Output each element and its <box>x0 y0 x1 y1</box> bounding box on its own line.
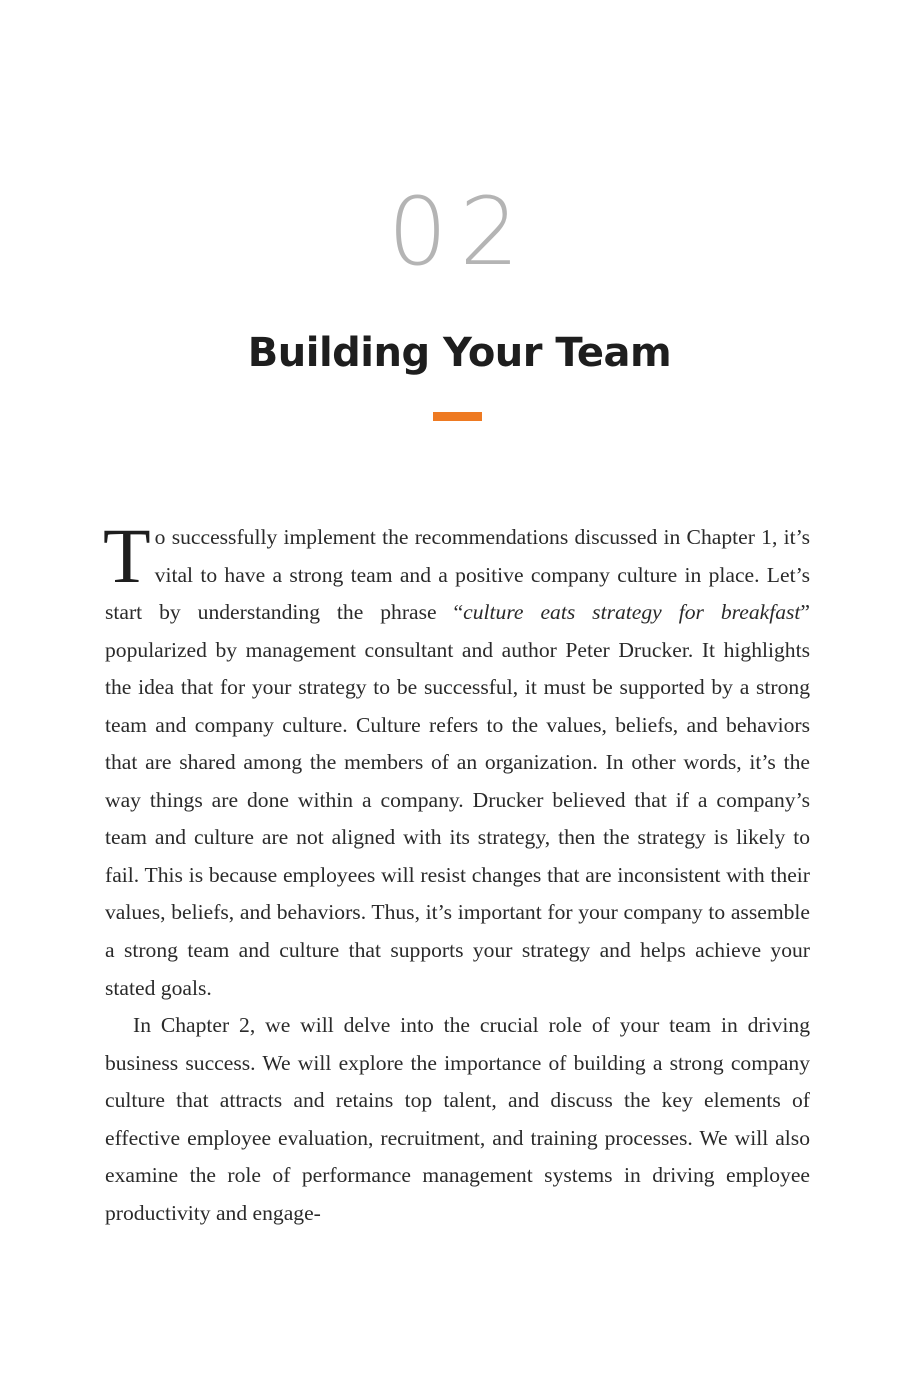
title-accent-rule <box>433 412 482 421</box>
paragraph-1-italic-phrase: culture eats strategy for breakfast <box>463 600 801 625</box>
paragraph-1-text-b: ” popularized by management consultant and author Peter Drucker. It highlights the idea that for your strategy to be successful, it must be supported by a strong team and company culture. Culture refers to the values, beliefs, and behaviors that are shared among the members of an organization. In other words, it’s the way things are done within a company. Drucker believed that if a company’s team and culture are not aligned with its strategy, then the strategy is likely to fail. This is because employees will resist changes that are inconsistent with their values, beliefs, and behaviors. Thus, it’s important for your company to assemble a strong team and culture that supports your strategy and helps achieve your stated goals. <box>105 600 810 1000</box>
paragraph-1 <box>103 512 810 1007</box>
paragraph-1-text-a: o successfully implement the recommendations discussed in Chapter 1, it’s vital to have a strong team and a positive company culture in place. Let’s start by understanding the phrase “ <box>105 525 810 625</box>
body-text <box>103 512 810 1232</box>
chapter-title: Building Your Team <box>247 330 672 376</box>
chapter-number: 02 <box>387 178 532 287</box>
drop-cap: T <box>103 512 151 599</box>
paragraph-2: In Chapter 2, we will delve into the crucial role of your team in driving business success. We will explore the importance of building a strong company culture that attracts and retains top talent, and discuss the key elements of effective employee evaluation, recruitment, and training processes. We will also examine the role of performance management systems in driving employee productivity and engage- <box>105 1013 810 1225</box>
